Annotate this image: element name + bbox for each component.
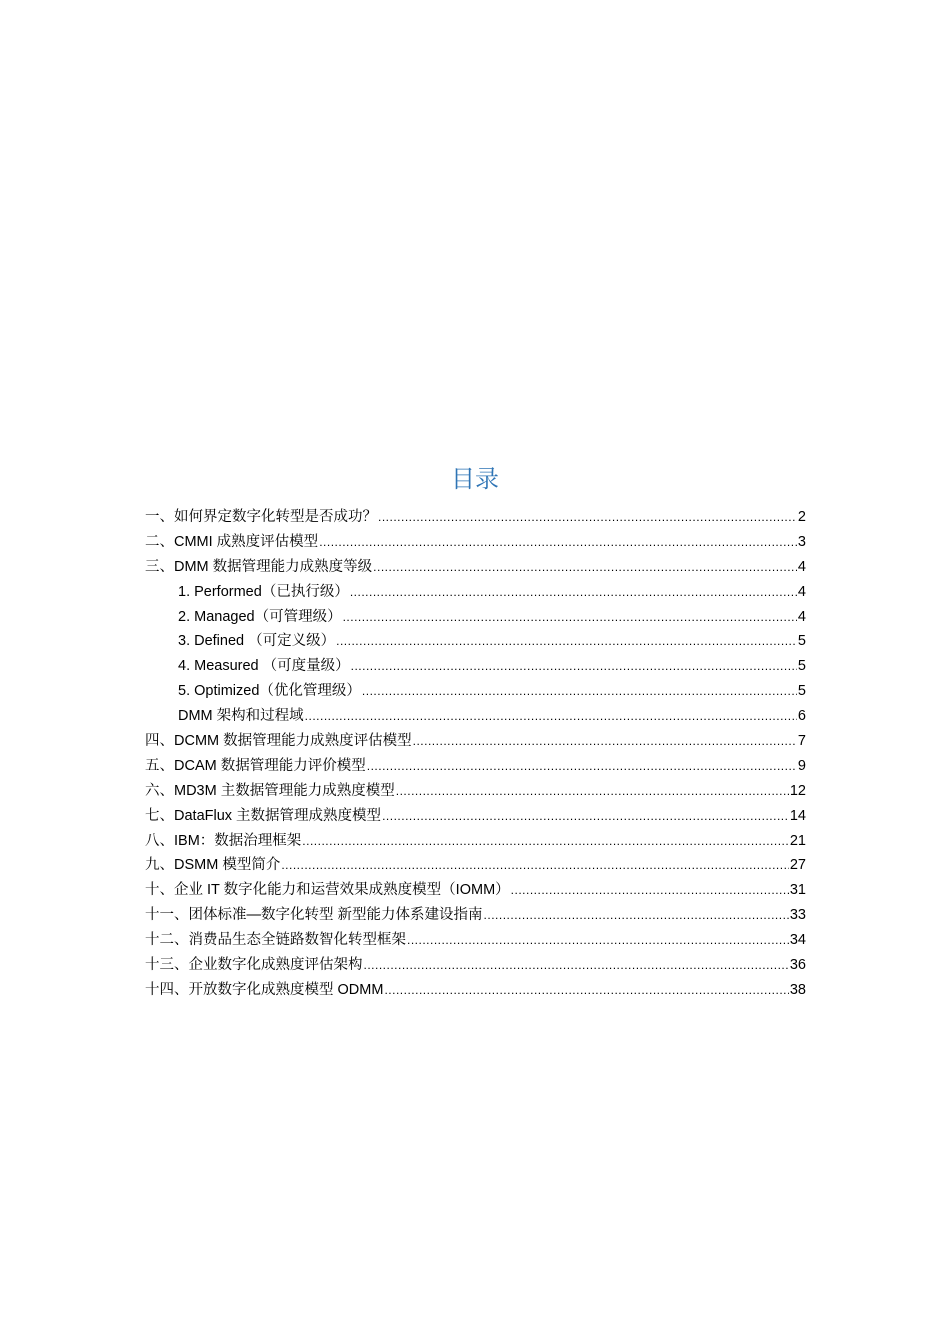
- toc-page-number: 33: [789, 907, 806, 924]
- toc-entry[interactable]: [145, 978, 806, 1003]
- toc-page-number: 4: [797, 583, 806, 600]
- toc-entry-title: 2. Managed（可管理级）: [178, 608, 342, 625]
- toc-page-number: 6: [797, 708, 806, 725]
- toc-entry-title: 九、DSMM 模型简介: [145, 857, 281, 874]
- toc-page-number: 9: [797, 757, 806, 774]
- toc-entry-title: 十、企业 IT 数字化能力和运营效果成熟度模型（IOMM）: [145, 882, 510, 899]
- toc-dot-leader: [351, 654, 797, 679]
- toc-dot-leader: [378, 505, 797, 530]
- toc-entry[interactable]: [145, 953, 806, 978]
- toc-page-number: 2: [797, 509, 806, 525]
- toc-dot-leader: [336, 629, 797, 654]
- toc-entry-title: 十二、消费品生态全链路数智化转型框架: [145, 932, 406, 949]
- toc-entry-title: 4. Measured （可度量级）: [178, 658, 350, 675]
- toc-heading: 目录: [451, 465, 499, 493]
- toc-entry-title: 五、DCAM 数据管理能力评价模型: [145, 757, 366, 774]
- toc-entry-title: 十三、企业数字化成熟度评估架构: [145, 957, 363, 974]
- toc-entry-title: 四、DCMM 数据管理能力成熟度评估模型: [145, 733, 412, 750]
- toc-dot-leader: [343, 605, 797, 630]
- toc-subentry[interactable]: [145, 654, 806, 679]
- toc-page-number: 5: [797, 683, 806, 700]
- toc-page-number: 4: [797, 558, 806, 575]
- toc-dot-leader: [364, 953, 789, 978]
- toc-entry[interactable]: [145, 903, 806, 928]
- toc-subentry[interactable]: [145, 704, 806, 729]
- toc-page-number: 14: [789, 807, 806, 824]
- toc-dot-leader: [484, 903, 789, 928]
- toc-page-number: 12: [789, 782, 806, 799]
- toc-entry-title: 3. Defined （可定义级）: [178, 633, 336, 650]
- toc-dot-leader: [350, 580, 797, 605]
- toc-dot-leader: [511, 878, 789, 903]
- toc-page-number: 38: [789, 981, 806, 998]
- toc-entry-title: 七、DataFlux 主数据管理成熟度模型: [145, 807, 382, 824]
- toc-subentry[interactable]: [145, 580, 806, 605]
- toc-dot-leader: [413, 729, 797, 754]
- toc-dot-leader: [305, 704, 797, 729]
- toc-page-number: 7: [797, 733, 806, 750]
- toc-entry-title: 1. Performed（已执行级）: [178, 583, 349, 600]
- toc-entry-title: DMM 架构和过程域: [178, 708, 304, 725]
- toc-page-number: 36: [789, 957, 806, 974]
- toc-dot-leader: [373, 555, 797, 580]
- toc-entry-title: 十一、团体标准—数字化转型 新型能力体系建设指南: [145, 907, 483, 924]
- toc-entry[interactable]: [145, 530, 806, 555]
- toc-entry-title: 三、DMM 数据管理能力成熟度等级: [145, 558, 373, 575]
- toc-page-number: 3: [797, 533, 806, 550]
- toc-page-number: 27: [789, 857, 806, 874]
- toc-entry-title: 5. Optimized（优化管理级）: [178, 683, 361, 700]
- toc-entry[interactable]: [145, 829, 806, 854]
- toc-page-number: 21: [789, 832, 806, 849]
- toc-entry[interactable]: [145, 853, 806, 878]
- toc-dot-leader: [362, 679, 797, 704]
- toc-dot-leader: [367, 754, 797, 779]
- toc-entry[interactable]: [145, 754, 806, 779]
- toc-entry[interactable]: [145, 729, 806, 754]
- toc-entry[interactable]: [145, 878, 806, 903]
- toc-entry[interactable]: [145, 779, 806, 804]
- toc-entry[interactable]: [145, 505, 806, 530]
- toc-entry-title: 六、MD3M 主数据管理能力成熟度模型: [145, 782, 395, 799]
- toc-dot-leader: [396, 779, 789, 804]
- toc-subentry[interactable]: [145, 629, 806, 654]
- toc-entry-title: 一、如何界定数字化转型是否成功？: [145, 509, 377, 525]
- toc-entry[interactable]: [145, 804, 806, 829]
- toc-entry-title: 二、CMMI 成熟度评估模型: [145, 533, 319, 550]
- toc-entry[interactable]: [145, 928, 806, 953]
- toc-subentry[interactable]: [145, 679, 806, 704]
- toc-page-number: 4: [797, 608, 806, 625]
- toc-entry-title: 八、IBM：数据治理框架: [145, 832, 302, 849]
- table-of-contents: [145, 505, 806, 1003]
- toc-subentry[interactable]: [145, 605, 806, 630]
- toc-page-number: 5: [797, 633, 806, 650]
- toc-dot-leader: [382, 804, 789, 829]
- toc-page-number: 5: [797, 658, 806, 675]
- toc-dot-leader: [407, 928, 789, 953]
- toc-dot-leader: [319, 530, 797, 555]
- toc-entry-title: 十四、开放数字化成熟度模型 ODMM: [145, 981, 384, 998]
- toc-dot-leader: [384, 978, 788, 1003]
- toc-page-number: 34: [789, 932, 806, 949]
- toc-page-number: 31: [789, 882, 806, 899]
- toc-dot-leader: [302, 829, 789, 854]
- toc-entry[interactable]: [145, 555, 806, 580]
- toc-dot-leader: [281, 853, 789, 878]
